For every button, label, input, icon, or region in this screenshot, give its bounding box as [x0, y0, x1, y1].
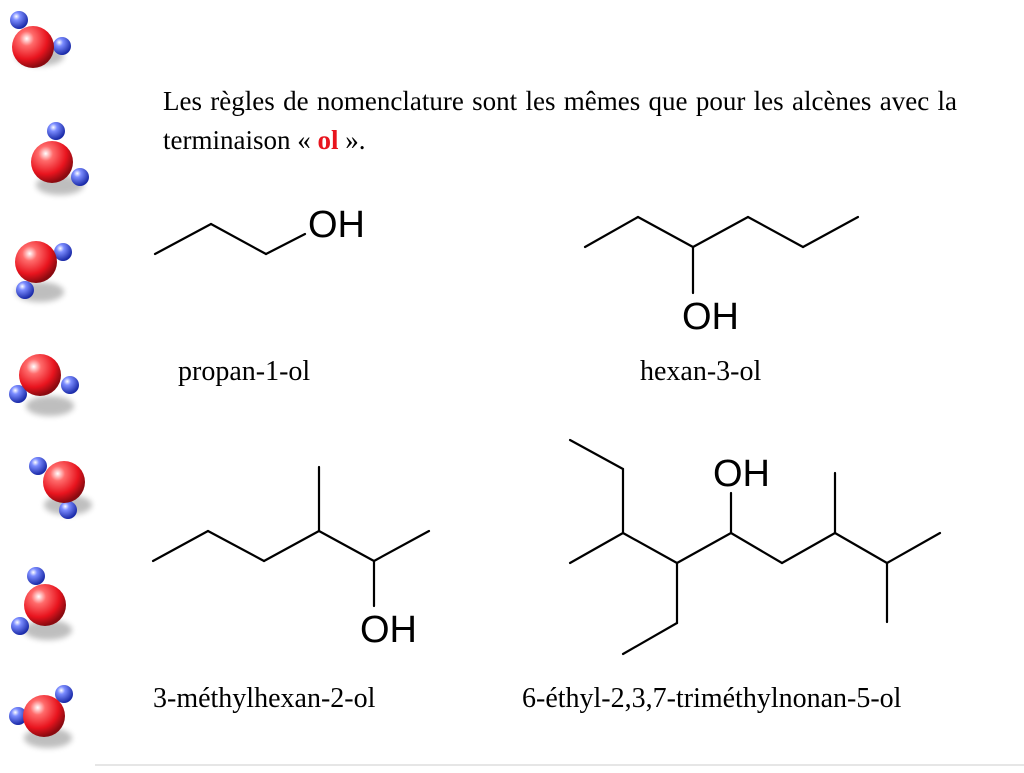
hydroxyl-label: OH	[360, 609, 417, 651]
intro-text-end: ».	[338, 125, 366, 155]
intro-text: Les règles de nomenclature sont les mêmes que pour les alcènes avec la terminaison «	[163, 86, 957, 155]
compound-name-hexan-3-ol: hexan-3-ol	[640, 356, 762, 387]
hydroxyl-label: OH	[308, 204, 365, 246]
compound-name-3-methylhexan-2-ol: 3-méthylhexan-2-ol	[153, 683, 376, 714]
ol-suffix-keyword: ol	[317, 125, 339, 155]
compound-name-propan-1-ol: propan-1-ol	[178, 356, 311, 387]
hydroxyl-label: OH	[713, 453, 770, 495]
compound-name-6-ethyl-2-3-7-trimethylnonan-5-ol: 6-éthyl-2,3,7-triméthylnonan-5-ol	[522, 683, 902, 714]
slide-bottom-divider	[95, 764, 1024, 766]
hydroxyl-label: OH	[682, 296, 739, 338]
